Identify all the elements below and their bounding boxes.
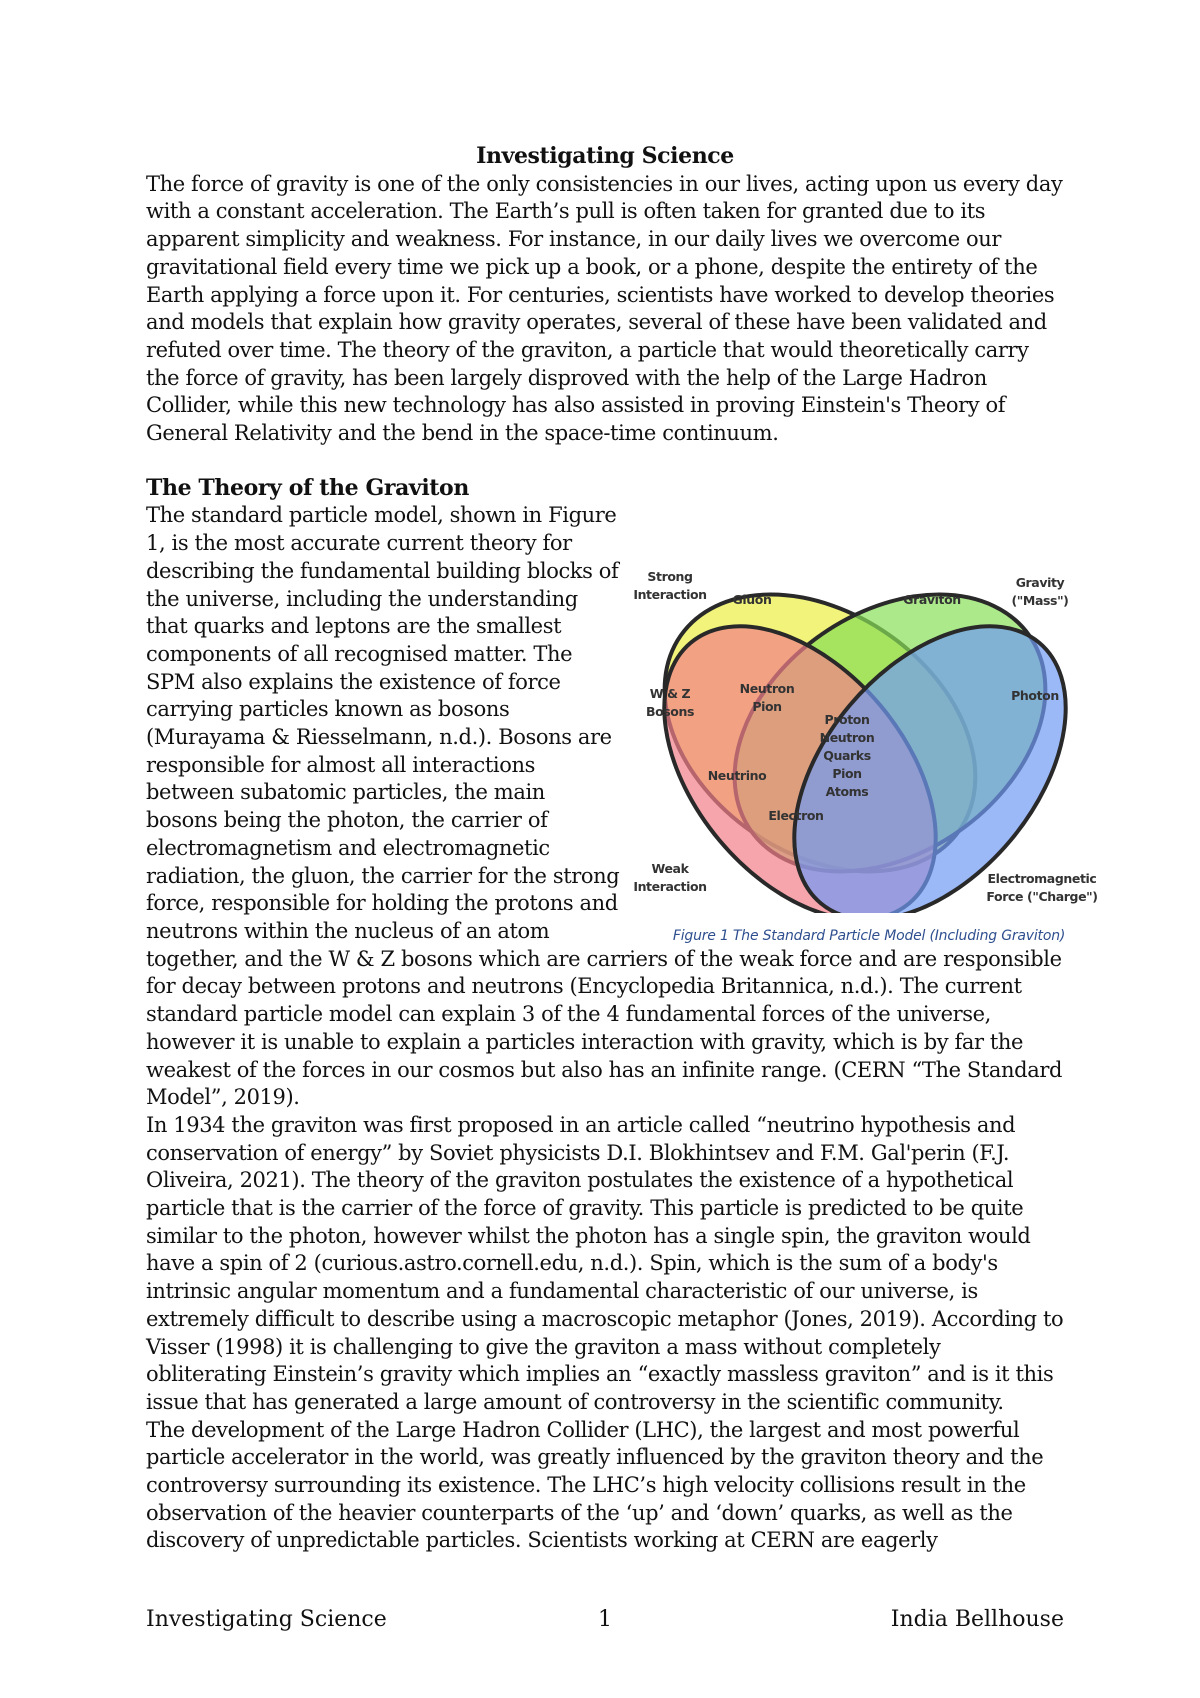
label-gluon: Gluon [732, 592, 772, 608]
paragraph-lhc: The development of the Large Hadron Collider (LHC), the largest and most powerful particle accelerator in the world, was greatly influenced by the graviton theory and the controversy surrounding its existence. The LHC’s high velocity collisions result in the observation of the heavier counterparts of the ‘up’ and ‘down’ quarks, as well as the discovery of unpredictable particles. Scientists working at CERN are eagerly [146, 1417, 1044, 1553]
label-center-5: Atoms [825, 784, 869, 800]
page-footer [146, 1607, 1064, 1632]
label-photon: Photon [1011, 688, 1059, 704]
label-strong-1: Strong [647, 569, 693, 585]
section-heading: The Theory of the Graviton [146, 474, 469, 501]
paragraph-standard-model-text: The standard particle model, shown in Figure 1, is the most accurate current theory for describing the fundamental building blocks of the universe, including the understanding that quarks and leptons are the smallest components of all recognised matter. The SPM also explains the existence of force carrying particles known as bosons (Murayama & Riesselmann, n.d.). Bosons are responsible for almost all interactions between subatomic particles, the main bosons being the photon, the carrier of electromagnetism and electromagnetic radiation, the gluon, the carrier for the strong force, responsible for holding the protons and neutrons within the nucleus of an atom together, and the W & Z bosons which are carriers of the weak force and are responsible for decay between protons and neutrons (Encyclopedia Britannica, n.d.). The current standard particle model can explain 3 of the 4 fundamental forces of the universe, however it is unable to explain a particles interaction with gravity, which is by far the weakest of the forces in our cosmos but also has an infinite range. (CERN “The Standard Model”, 2019). [146, 503, 1062, 1110]
label-neutrino: Neutrino [707, 768, 767, 784]
venn-diagram [630, 558, 1108, 913]
label-center-4: Pion [832, 766, 862, 782]
document-body [146, 143, 1098, 1555]
paragraph-standard-model [146, 502, 1098, 1111]
figure-standard-particle-model [630, 558, 1108, 945]
label-neutron-pion-1: Neutron [739, 681, 795, 697]
label-gravity-1: Gravity [1015, 575, 1065, 591]
label-electron: Electron [768, 808, 824, 824]
label-strong-2: Interaction [633, 587, 707, 603]
label-center-2: Neutron [819, 730, 875, 746]
label-em-1: Electromagnetic [987, 871, 1097, 887]
paragraph-graviton-history: In 1934 the graviton was first proposed in an article called “neutrino hypothesis and conservation of energy” by Soviet physicists D.I. Blokhintsev and F.M. Gal'perin (F.J. Oliveira, 2021). The theory of the graviton postulates the existence of a hypothetical particle that is the carrier of the force of gravity. This particle is predicted to be quite similar to the photon, however whilst the photon has a single spin, the graviton would have a spin of 2 (curious.astro.cornell.edu, n.d.). Spin, which is the sum of a body's intrinsic angular momentum and a fundamental characteristic of our universe, is extremely difficult to describe using a macroscopic metaphor (Jones, 2019). According to Visser (1998) it is challenging to give the graviton a mass without completely obliterating Einstein’s gravity which implies an “exactly massless graviton” and is it this issue that has generated a large amount of controversy in the scientific community. [146, 1112, 1064, 1414]
label-em-2: Force ("Charge") [986, 889, 1098, 905]
label-center-3: Quarks [823, 748, 871, 764]
document-title: Investigating Science [476, 143, 734, 169]
label-graviton: Graviton [903, 592, 961, 608]
footer-author: India Bellhouse [890, 1607, 1064, 1632]
footer-page-number: 1 [598, 1607, 612, 1632]
label-neutron-pion-2: Pion [752, 699, 782, 715]
label-weak-2: Interaction [633, 879, 707, 895]
label-center-1: Proton [824, 712, 870, 728]
label-weak-1: Weak [651, 861, 689, 877]
figure-caption: Figure 1 The Standard Particle Model (Including Graviton) [672, 928, 1066, 945]
label-wz-1: W & Z [649, 686, 691, 702]
intro-paragraph: The force of gravity is one of the only consistencies in our lives, acting upon us every day with a constant acceleration. The Earth’s pull is often taken for granted due to its apparent simplicity and weakness. For instance, in our daily lives we overcome our gravitational field every time we pick up a book, or a phone, despite the entirety of the Earth applying a force upon it. For centuries, scientists have worked to develop theories and models that explain how gravity operates, several of these have been validated and refuted over time. The theory of the graviton, a particle that would theoretically carry the force of gravity, has been largely disproved with the help of the Large Hadron Collider, while this new technology has also assisted in proving Einstein's Theory of General Relativity and the bend in the space-time continuum. [146, 171, 1063, 446]
label-wz-2: Bosons [645, 704, 695, 720]
label-gravity-2: ("Mass") [1011, 593, 1069, 609]
footer-left-title: Investigating Science [146, 1607, 387, 1632]
